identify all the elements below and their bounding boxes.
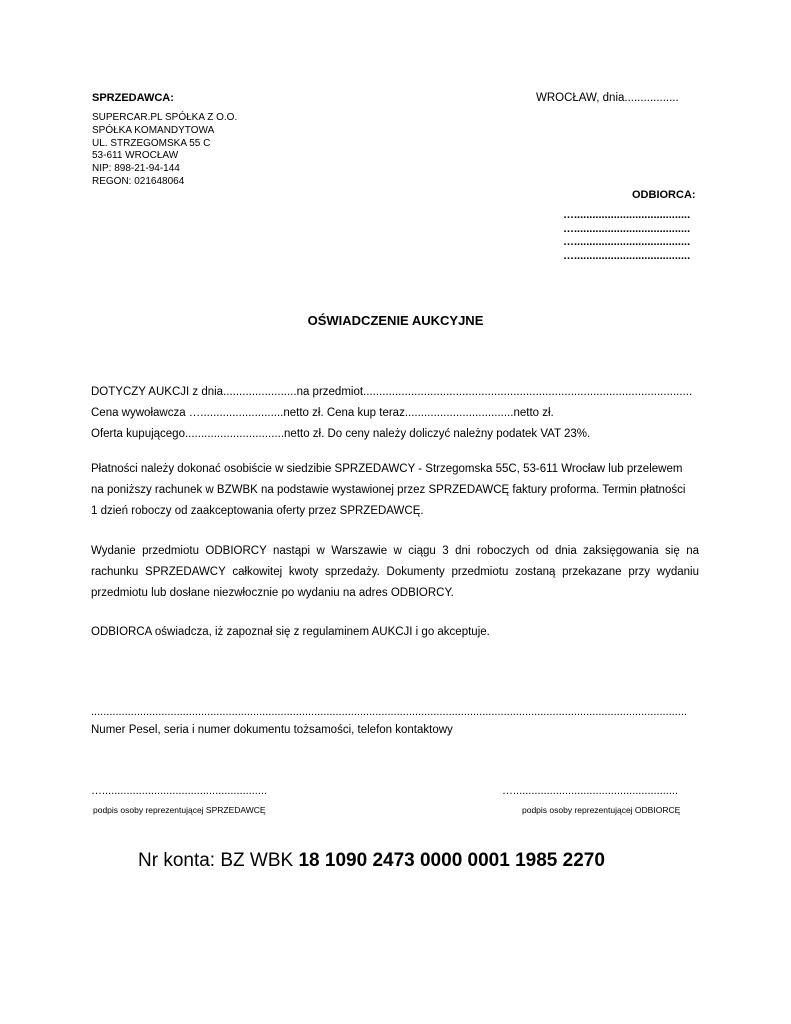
id-caption: Numer Pesel, seria i numer dokumentu tożsamości, telefon kontaktowy xyxy=(91,724,453,736)
auction-date-subject-line: DOTYCZY AUKCJI z dnia.......................na przedmiot....................................................................................................... xyxy=(91,386,693,398)
seller-nip: NIP: 898-21-94-144 xyxy=(92,163,180,175)
seller-signature-caption: podpis osoby reprezentującej SPRZEDAWCĘ xyxy=(93,805,266,815)
bank-account-number: 18 1090 2473 0000 0001 1985 2270 xyxy=(298,850,605,871)
auction-price-line: Cena wywoławcza …..........................netto zł. Cena kup teraz..................................netto zł. xyxy=(91,407,554,419)
acceptance-line: ODBIORCA oświadcza, iż zapoznał się z regulaminem AUKCJI i go akceptuje. xyxy=(91,626,490,638)
recipient-fill-lines xyxy=(563,209,690,263)
auction-details xyxy=(91,382,699,445)
recipient-line: …...................................... xyxy=(563,236,691,249)
delivery-line: Wydanie przedmiotu ODBIORCY nastąpi w Warszawie w ciągu 3 dni roboczych od dnia zaksięgowania się na xyxy=(91,545,699,557)
auction-offer-line: Oferta kupującego...............................netto zł. Do ceny należy doliczyć należny podatek VAT 23%. xyxy=(91,428,591,440)
recipient-label: ODBIORCA: xyxy=(632,189,696,201)
recipient-line: …...................................... xyxy=(563,249,691,262)
document-title: OŚWIADCZENIE AUKCYJNE xyxy=(307,313,484,328)
payment-paragraph xyxy=(91,459,699,522)
recipient-signature-caption: podpis osoby reprezentującej ODBIORCĘ xyxy=(522,805,681,815)
payment-line: Płatności należy dokonać osobiście w siedzibie SPRZEDAWCY - Strzegomska 55C, 53-611 Wrocław lub przelewem xyxy=(91,463,683,475)
id-fill-line: ................................................................................................................................................................................................... xyxy=(91,706,687,718)
seller-signature-line: …...................................................... xyxy=(91,785,268,797)
recipient-line: …...................................... xyxy=(563,209,691,221)
delivery-paragraph xyxy=(91,541,699,604)
bank-account xyxy=(138,850,605,872)
payment-line: na poniższy rachunek w BZWBK na podstawie wystawionej przez SPRZEDAWCĘ faktury proforma. Termin płatności xyxy=(91,484,686,496)
seller-street: UL. STRZEGOMSKA 55 C xyxy=(92,137,211,149)
bank-account-prefix: Nr konta: BZ WBK xyxy=(138,850,299,871)
seller-label: SPRZEDAWCA: xyxy=(92,92,174,104)
recipient-line: …...................................... xyxy=(563,222,691,235)
seller-city: 53-611 WROCŁAW xyxy=(92,150,179,162)
delivery-line: rachunku SPRZEDAWCY całkowitej kwoty sprzedaży. Dokumenty przedmiotu zostaną przekazane przy wydaniu xyxy=(91,566,699,578)
seller-company-name: SUPERCAR.PL SPÓŁKA Z O.O. xyxy=(92,112,238,123)
acceptance-paragraph xyxy=(91,622,699,643)
recipient-signature-line: …...................................................... xyxy=(502,785,679,797)
delivery-line: przedmiotu lub dosłane niezwłocznie po wydaniu na adres ODBIORCY. xyxy=(91,587,454,599)
seller-details xyxy=(92,112,237,189)
seller-regon: REGON: 021648064 xyxy=(92,175,185,187)
city-date: WROCŁAW, dnia................. xyxy=(536,92,679,104)
seller-company-type: SPÓŁKA KOMANDYTOWA xyxy=(92,124,215,136)
payment-line: 1 dzień roboczy od zaakceptowania oferty przez SPRZEDAWCĘ. xyxy=(91,505,424,517)
